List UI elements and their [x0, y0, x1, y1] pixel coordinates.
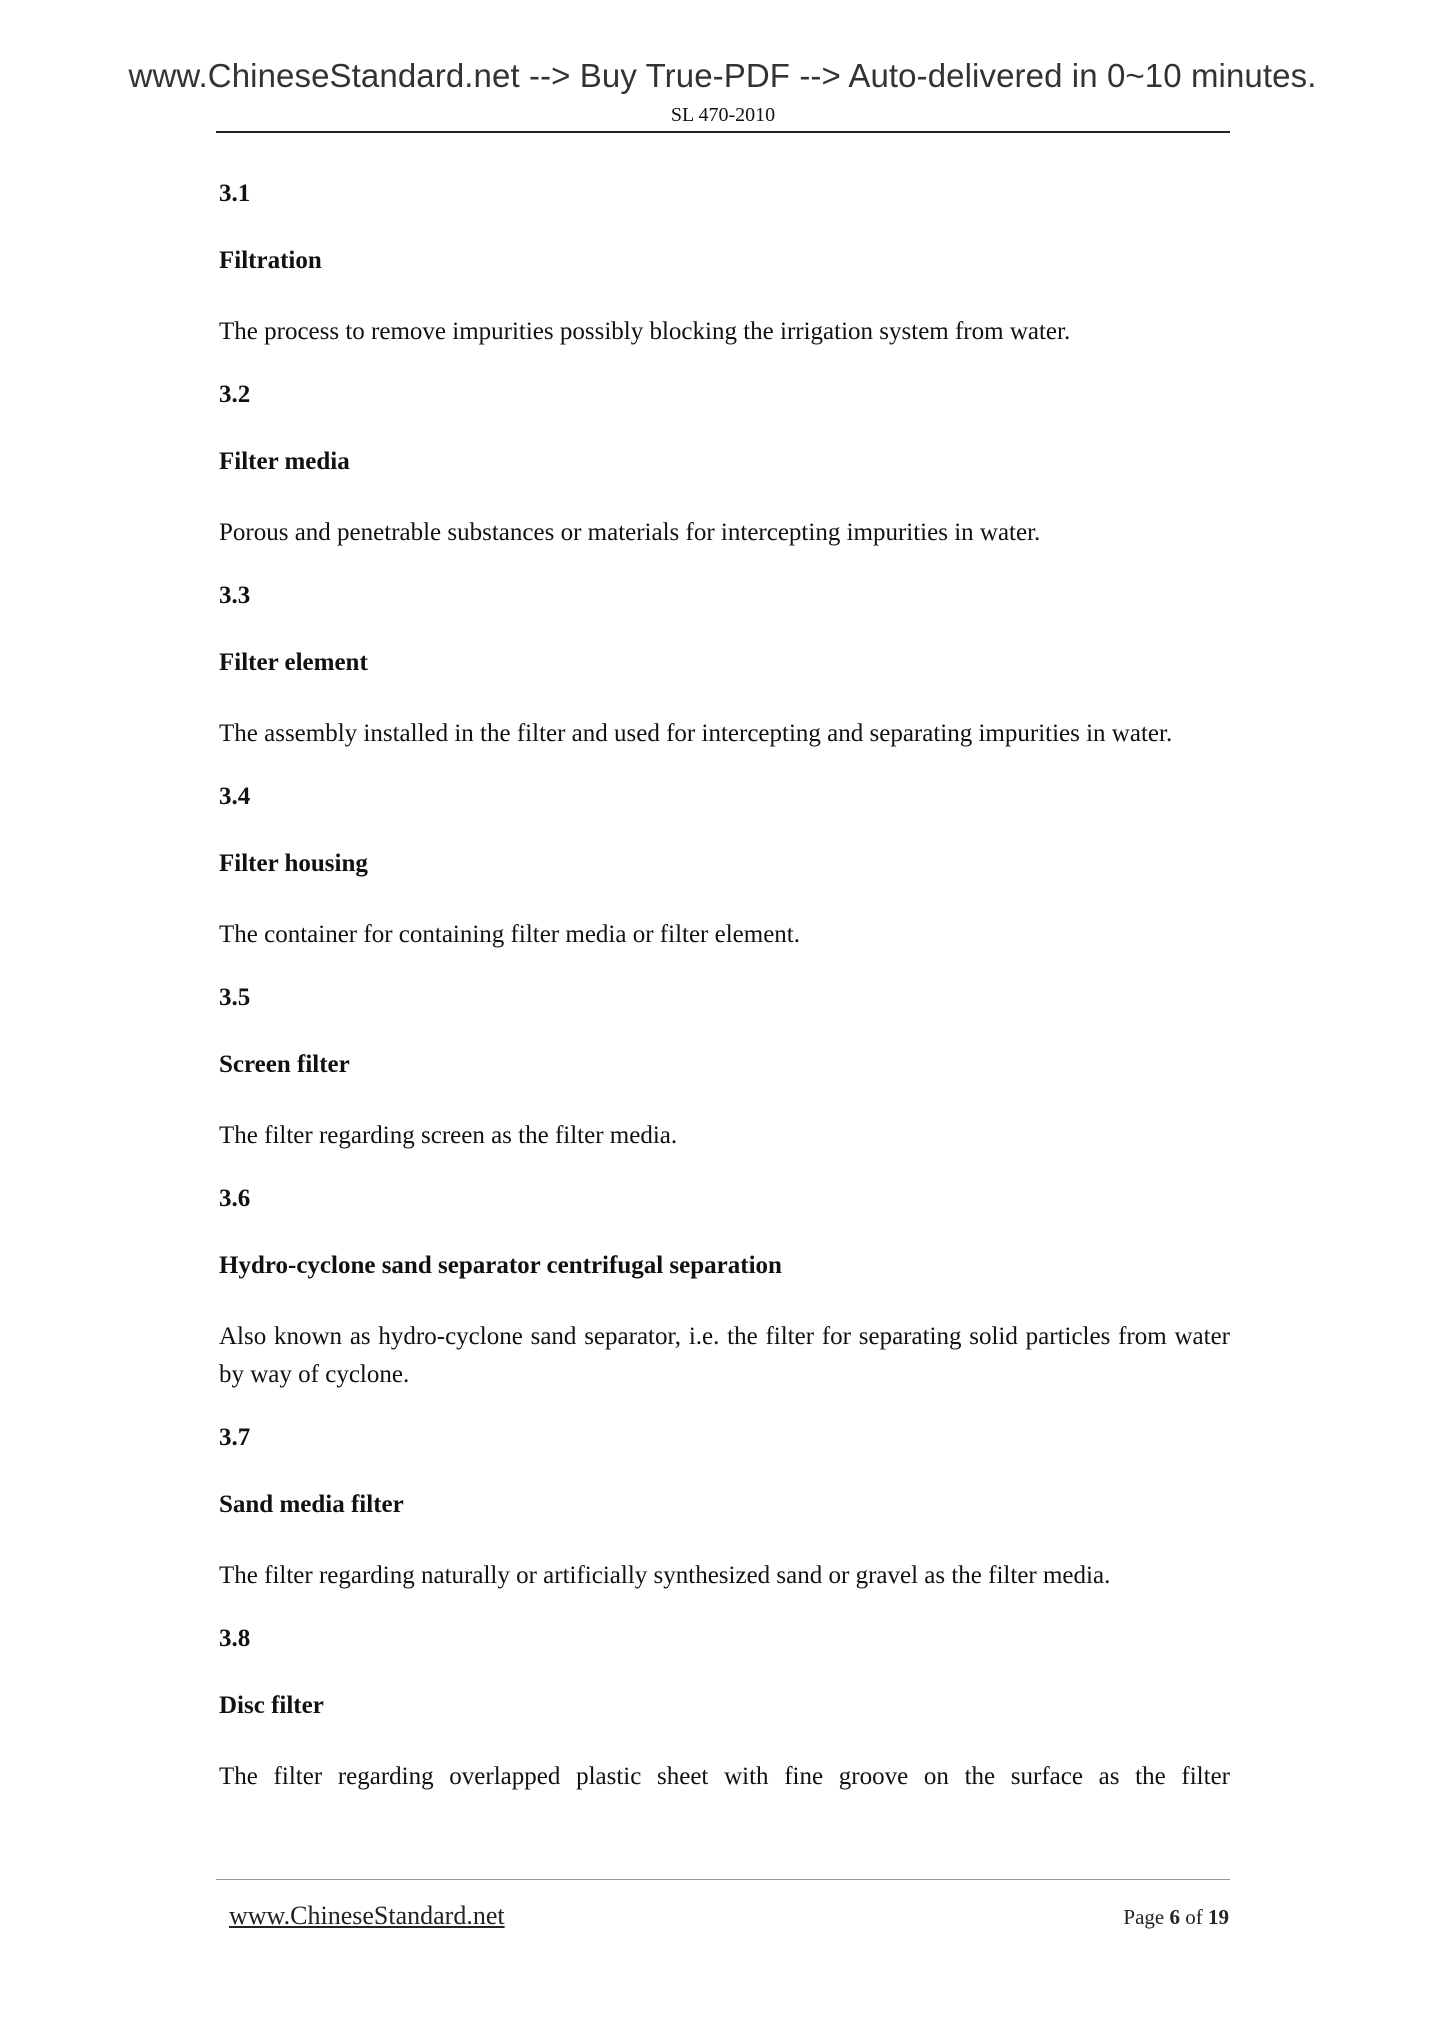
clause-3-7: [219, 1423, 1230, 1595]
clause-number: 3.1: [219, 180, 251, 207]
clause-3-5: [219, 983, 1230, 1155]
clause-3-3: [219, 581, 1230, 753]
clause-number: 3.7: [219, 1424, 251, 1451]
clause-definition: Also known as hydro-cyclone sand separator, i.e. the filter for separating solid particles from water by way of cyclone.: [219, 1323, 1230, 1388]
site-banner: www.ChineseStandard.net --> Buy True-PDF --> Auto-delivered in 0~10 minutes.: [128, 57, 1317, 94]
clause-number: 3.2: [219, 381, 251, 408]
footer-site-link[interactable]: www.ChineseStandard.net: [229, 1901, 505, 1930]
clause-definition: The filter regarding screen as the filter media.: [219, 1122, 678, 1149]
clause-term: Disc filter: [219, 1692, 324, 1719]
clause-definition: The container for containing filter media or filter element.: [219, 921, 801, 948]
clause-term: Filter media: [219, 448, 350, 475]
clause-term: Hydro-cyclone sand separator centrifugal separation: [219, 1252, 782, 1279]
page-label: Page: [1123, 1905, 1165, 1929]
clause-term: Filter housing: [219, 850, 368, 877]
footer-divider: [216, 1879, 1230, 1880]
clause-definition: The assembly installed in the filter and used for intercepting and separating impurities in water.: [219, 720, 1173, 747]
document-body: [219, 179, 1230, 1825]
clause-number: 3.8: [219, 1625, 251, 1652]
clause-term: Filter element: [219, 649, 368, 676]
clause-3-1: [219, 179, 1230, 351]
clause-definition: Porous and penetrable substances or materials for intercepting impurities in water.: [219, 519, 1041, 546]
clause-3-6: [219, 1184, 1230, 1394]
clause-definition: The filter regarding overlapped plastic sheet with fine groove on the surface as the filter: [219, 1763, 1230, 1790]
clause-number: 3.5: [219, 984, 251, 1011]
clause-term: Sand media filter: [219, 1491, 404, 1518]
clause-number: 3.6: [219, 1185, 251, 1212]
clause-3-8: [219, 1624, 1230, 1796]
clause-number: 3.4: [219, 783, 251, 810]
clause-term: Filtration: [219, 247, 322, 274]
clause-definition: The filter regarding naturally or artificially synthesized sand or gravel as the filter media.: [219, 1562, 1111, 1589]
header-divider: [216, 131, 1230, 133]
page-indicator: [1123, 1904, 1229, 1930]
clause-number: 3.3: [219, 582, 251, 609]
current-page-number: 6: [1169, 1905, 1180, 1929]
clause-definition: The process to remove impurities possibly blocking the irrigation system from water.: [219, 318, 1071, 345]
clause-3-4: [219, 782, 1230, 954]
of-label: of: [1185, 1905, 1203, 1929]
clause-term: Screen filter: [219, 1051, 350, 1078]
clause-3-2: [219, 380, 1230, 552]
standard-code: SL 470-2010: [670, 104, 776, 126]
total-pages-number: 19: [1208, 1905, 1229, 1929]
